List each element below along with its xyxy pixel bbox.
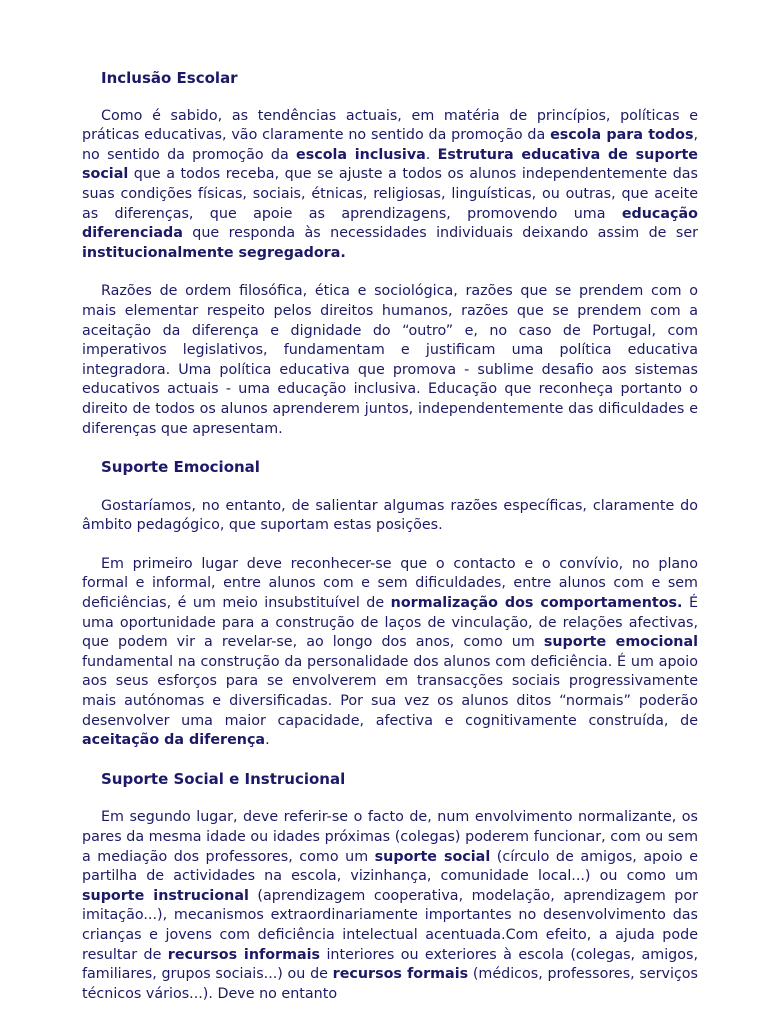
text-run: (círculo de amigos, apoio e partilha de actividades na escola, vizinhança, comunidade local...) ou como um xyxy=(82,848,698,885)
paragraph-social-support xyxy=(82,808,698,1004)
text-run: fundamental na construção da personalidade dos alunos com deficiência. É um apoio aos seus esforços para se envolverem em transacções sociais progressivamente mais autónomas e diversificadas. Por sua vez os alunos ditos “normais” poderão desenvolver uma maior capacidade, afectiva e cognitivamente construída, de xyxy=(82,653,698,729)
text-run: que a todos receba, que se ajuste a todos os alunos independentemente das suas condições físicas, sociais, étnicas, religiosas, linguísticas, ou outras, que aceite as diferenças, que apoie as aprendizagens, promovendo uma xyxy=(82,166,698,222)
bold-term: aceitação da diferença xyxy=(82,732,266,749)
text-run: interiores ou exteriores à escola (colegas, amigos, familiares, grupos sociais...) ou de xyxy=(82,946,698,983)
bold-term: normalização dos comportamentos. xyxy=(390,595,683,612)
paragraph-intro xyxy=(82,107,698,264)
text-run: Em segundo lugar, deve referir-se o facto de, num envolvimento normalizante, os pares da mesma idade ou idades próximas (colegas) poderem funcionar, com ou sem a mediação dos professores, como um xyxy=(82,809,698,865)
section-heading-emotional: Suporte Emocional xyxy=(101,458,260,477)
text-run: , no sentido da promoção da xyxy=(82,127,698,163)
text-run: Razões de ordem filosófica, ética e sociológica, razões que se prendem com o mais elementar respeito pelos direitos humanos, razões que se prendem com a aceitação da diferença e dignidade do “outro” e, no caso de Portugal, com imperativos legislativos, fundamentam e justificam uma política educativa integradora. Uma política educativa que promova - sublime desafio aos sistemas educativos actuais - uma educação inclusiva. Educação que reconheça portanto o direito de todos os alunos aprenderem juntos, independentemente das dificuldades e diferenças que apresentam. xyxy=(82,283,698,437)
text-run: . xyxy=(425,146,438,163)
text-run: (médicos, professores, serviços técnicos vários...). Deve no entanto xyxy=(82,966,698,1002)
bold-term: suporte instrucional xyxy=(82,887,249,904)
bold-term: institucionalmente segregadora. xyxy=(82,244,346,261)
paragraph-specific-reasons xyxy=(82,497,698,536)
text-run: Como é sabido, as tendências actuais, em matéria de princípios, políticas e práticas educativas, vão claramente no sentido da promoção da xyxy=(82,107,698,144)
text-run: que responda às necessidades individuais deixando assim de ser xyxy=(182,225,698,242)
bold-term: recursos formais xyxy=(332,966,469,983)
paragraph-reasons xyxy=(82,282,698,439)
bold-term: recursos informais xyxy=(167,946,321,963)
bold-term: educação diferenciada xyxy=(82,205,698,242)
text-run: É uma oportunidade para a construção de laços de vinculação, de relações afectivas, que podem vir a revelar-se, ao longo dos anos, como um xyxy=(82,595,699,651)
page-title: Inclusão Escolar xyxy=(101,69,238,87)
bold-term: Estrutura educativa de suporte social xyxy=(82,146,698,183)
paragraph-emotional-support xyxy=(82,555,698,751)
document-body xyxy=(82,66,698,1023)
text-run: (aprendizagem cooperativa, modelação, aprendizagem por imitação...), mecanismos extraordinariamente importantes no desenvolvimento das crianças e jovens com deficiência intelectual acentuada.Com efeito, a ajuda pode resultar de xyxy=(82,887,698,963)
text-run: Em primeiro lugar deve reconhecer-se que o contacto e o convívio, no plano formal e informal, entre alunos com e sem dificuldades, entre alunos com e sem deficiências, é um meio insubstituível de xyxy=(82,555,698,612)
text-run: . xyxy=(265,732,270,749)
text-run: Gostaríamos, no entanto, de salientar algumas razões específicas, claramente do âmbito pedagógico, que suportam estas posições. xyxy=(82,497,698,534)
bold-term: escola para todos xyxy=(550,127,694,144)
bold-term: escola inclusiva xyxy=(296,146,426,163)
bold-term: suporte emocional xyxy=(543,634,698,651)
section-heading-social: Suporte Social e Instrucional xyxy=(101,769,346,788)
bold-term: suporte social xyxy=(374,848,491,865)
